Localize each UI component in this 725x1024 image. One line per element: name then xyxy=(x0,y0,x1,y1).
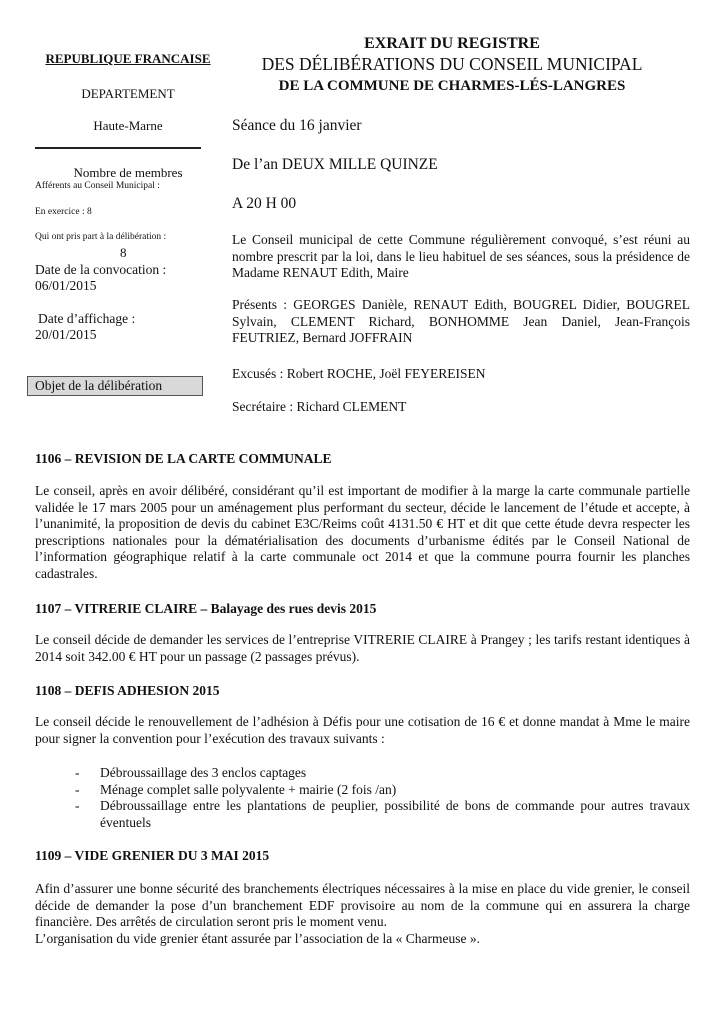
departement-label: DEPARTEMENT xyxy=(81,86,175,101)
excuses-paragraph: Excusés : Robert ROCHE, Joël FEYEREISEN xyxy=(232,366,486,381)
section-1108-title: 1108 – DEFIS ADHESION 2015 xyxy=(35,683,220,698)
list-item: - Débroussaillage entre les plantations de peuplier, possibilité de bons de commande pour autres travaux éventuels xyxy=(75,798,690,830)
affichage-block xyxy=(35,311,135,343)
section-1109-title: 1109 – VIDE GRENIER DU 3 MAI 2015 xyxy=(35,848,270,863)
objet-box: Objet de la délibération xyxy=(27,376,203,396)
convocation-date: 06/01/2015 xyxy=(35,278,97,293)
conseil-paragraph: Le Conseil municipal de cette Commune régulièrement convoqué, s’est réuni au nombre prescrit par la loi, dans le lieu habituel de ses séances, sous la présidence de Madame RENAUT Edith, Maire xyxy=(232,232,690,280)
list-item: - Ménage complet salle polyvalente + mairie (2 fois /an) xyxy=(75,781,397,797)
secretaire-paragraph: Secrétaire : Richard CLEMENT xyxy=(232,399,407,414)
afferents-label: Afférents au Conseil Municipal : xyxy=(35,181,160,191)
seance-heure: A 20 H 00 xyxy=(232,195,297,212)
nombre-membres-label: Nombre de membres xyxy=(73,165,183,180)
affichage-label: Date d’affichage : xyxy=(38,311,136,326)
section-1109-text-2: L’organisation du vide grenier étant assurée par l’association de la « Charmeuse ». xyxy=(35,930,480,946)
section-1106-text: Le conseil, après en avoir délibéré, considérant qu’il est important de modifier à la marge la carte communale partielle validée le 17 mars 2005 pour un aménagement plus performant du secteur, décide le lancement de l’étude et accepte, à l’unanimité, la proposition de devis du cabinet E3C/Reims coût 4131.50 € HT et dit que cette étude devra respecter les prescriptions nationales pour la dématérialisation des documents d’urbanisme édités par le Conseil National de l’information géographique relatif à la carte communale oct 2014 et que la commune pourra fournir les planches cadastrales. xyxy=(35,483,690,581)
section-1108-text: Le conseil décide le renouvellement de l’adhésion à Défis pour une cotisation de 16 € et donne mandat à Mme le maire pour signer la convention pour l’exécution des travaux suivants : xyxy=(35,714,690,746)
section-1107-text: Le conseil décide de demander les services de l’entreprise VITRERIE CLAIRE à Prangey ; les tarifs restant identiques à 2014 soit 342.00 € HT pour un passage (2 passages prévus). xyxy=(35,632,690,664)
seance-date: Séance du 16 janvier xyxy=(232,117,362,134)
en-exercice-label: En exercice : 8 xyxy=(35,207,92,217)
affichage-date: 20/01/2015 xyxy=(35,327,97,342)
divider xyxy=(35,147,201,149)
section-1106-title: 1106 – REVISION DE LA CARTE COMMUNALE xyxy=(35,451,332,466)
convocation-block xyxy=(35,262,166,294)
presents-paragraph: Présents : GEORGES Danièle, RENAUT Edith, BOUGREL Didier, BOUGREL Sylvain, CLEMENT Richard, BONHOMME Jean Daniel, Jean-François FEUTRIEZ, Bernard JOFFRAIN xyxy=(232,297,690,345)
section-1109-body xyxy=(35,881,690,947)
section-1109-text: Afin d’assurer une bonne sécurité des branchements électriques nécessaires à la mise en place du vide grenier, le conseil décide de demander la pose d’un branchement EDF provisoire au nom de la commune qui en assurera la charge financière. Des arrêtés de circulation seront pris le moment venu. xyxy=(35,881,690,929)
section-1107-title: 1107 – VITRERIE CLAIRE – Balayage des rues devis 2015 xyxy=(35,601,377,616)
header-line-3: DE LA COMMUNE DE CHARMES-LÉS-LANGRES xyxy=(278,78,626,94)
qui-ont-pris-label: Qui ont pris part à la délibération : xyxy=(35,232,167,242)
departement-name: Haute-Marne xyxy=(93,118,163,133)
participants-count: 8 xyxy=(120,245,127,260)
header-line-2: DES DÉLIBÉRATIONS DU CONSEIL MUNICIPAL xyxy=(261,54,643,74)
republique-heading: REPUBLIQUE FRANCAISE xyxy=(45,51,211,66)
header-line-1: EXRAIT DU REGISTRE xyxy=(364,35,540,52)
convocation-label: Date de la convocation : xyxy=(35,262,167,277)
section-1108-list xyxy=(75,765,690,831)
list-item: - Débroussaillage des 3 enclos captages xyxy=(75,765,307,780)
seance-annee: De l’an DEUX MILLE QUINZE xyxy=(232,156,438,173)
